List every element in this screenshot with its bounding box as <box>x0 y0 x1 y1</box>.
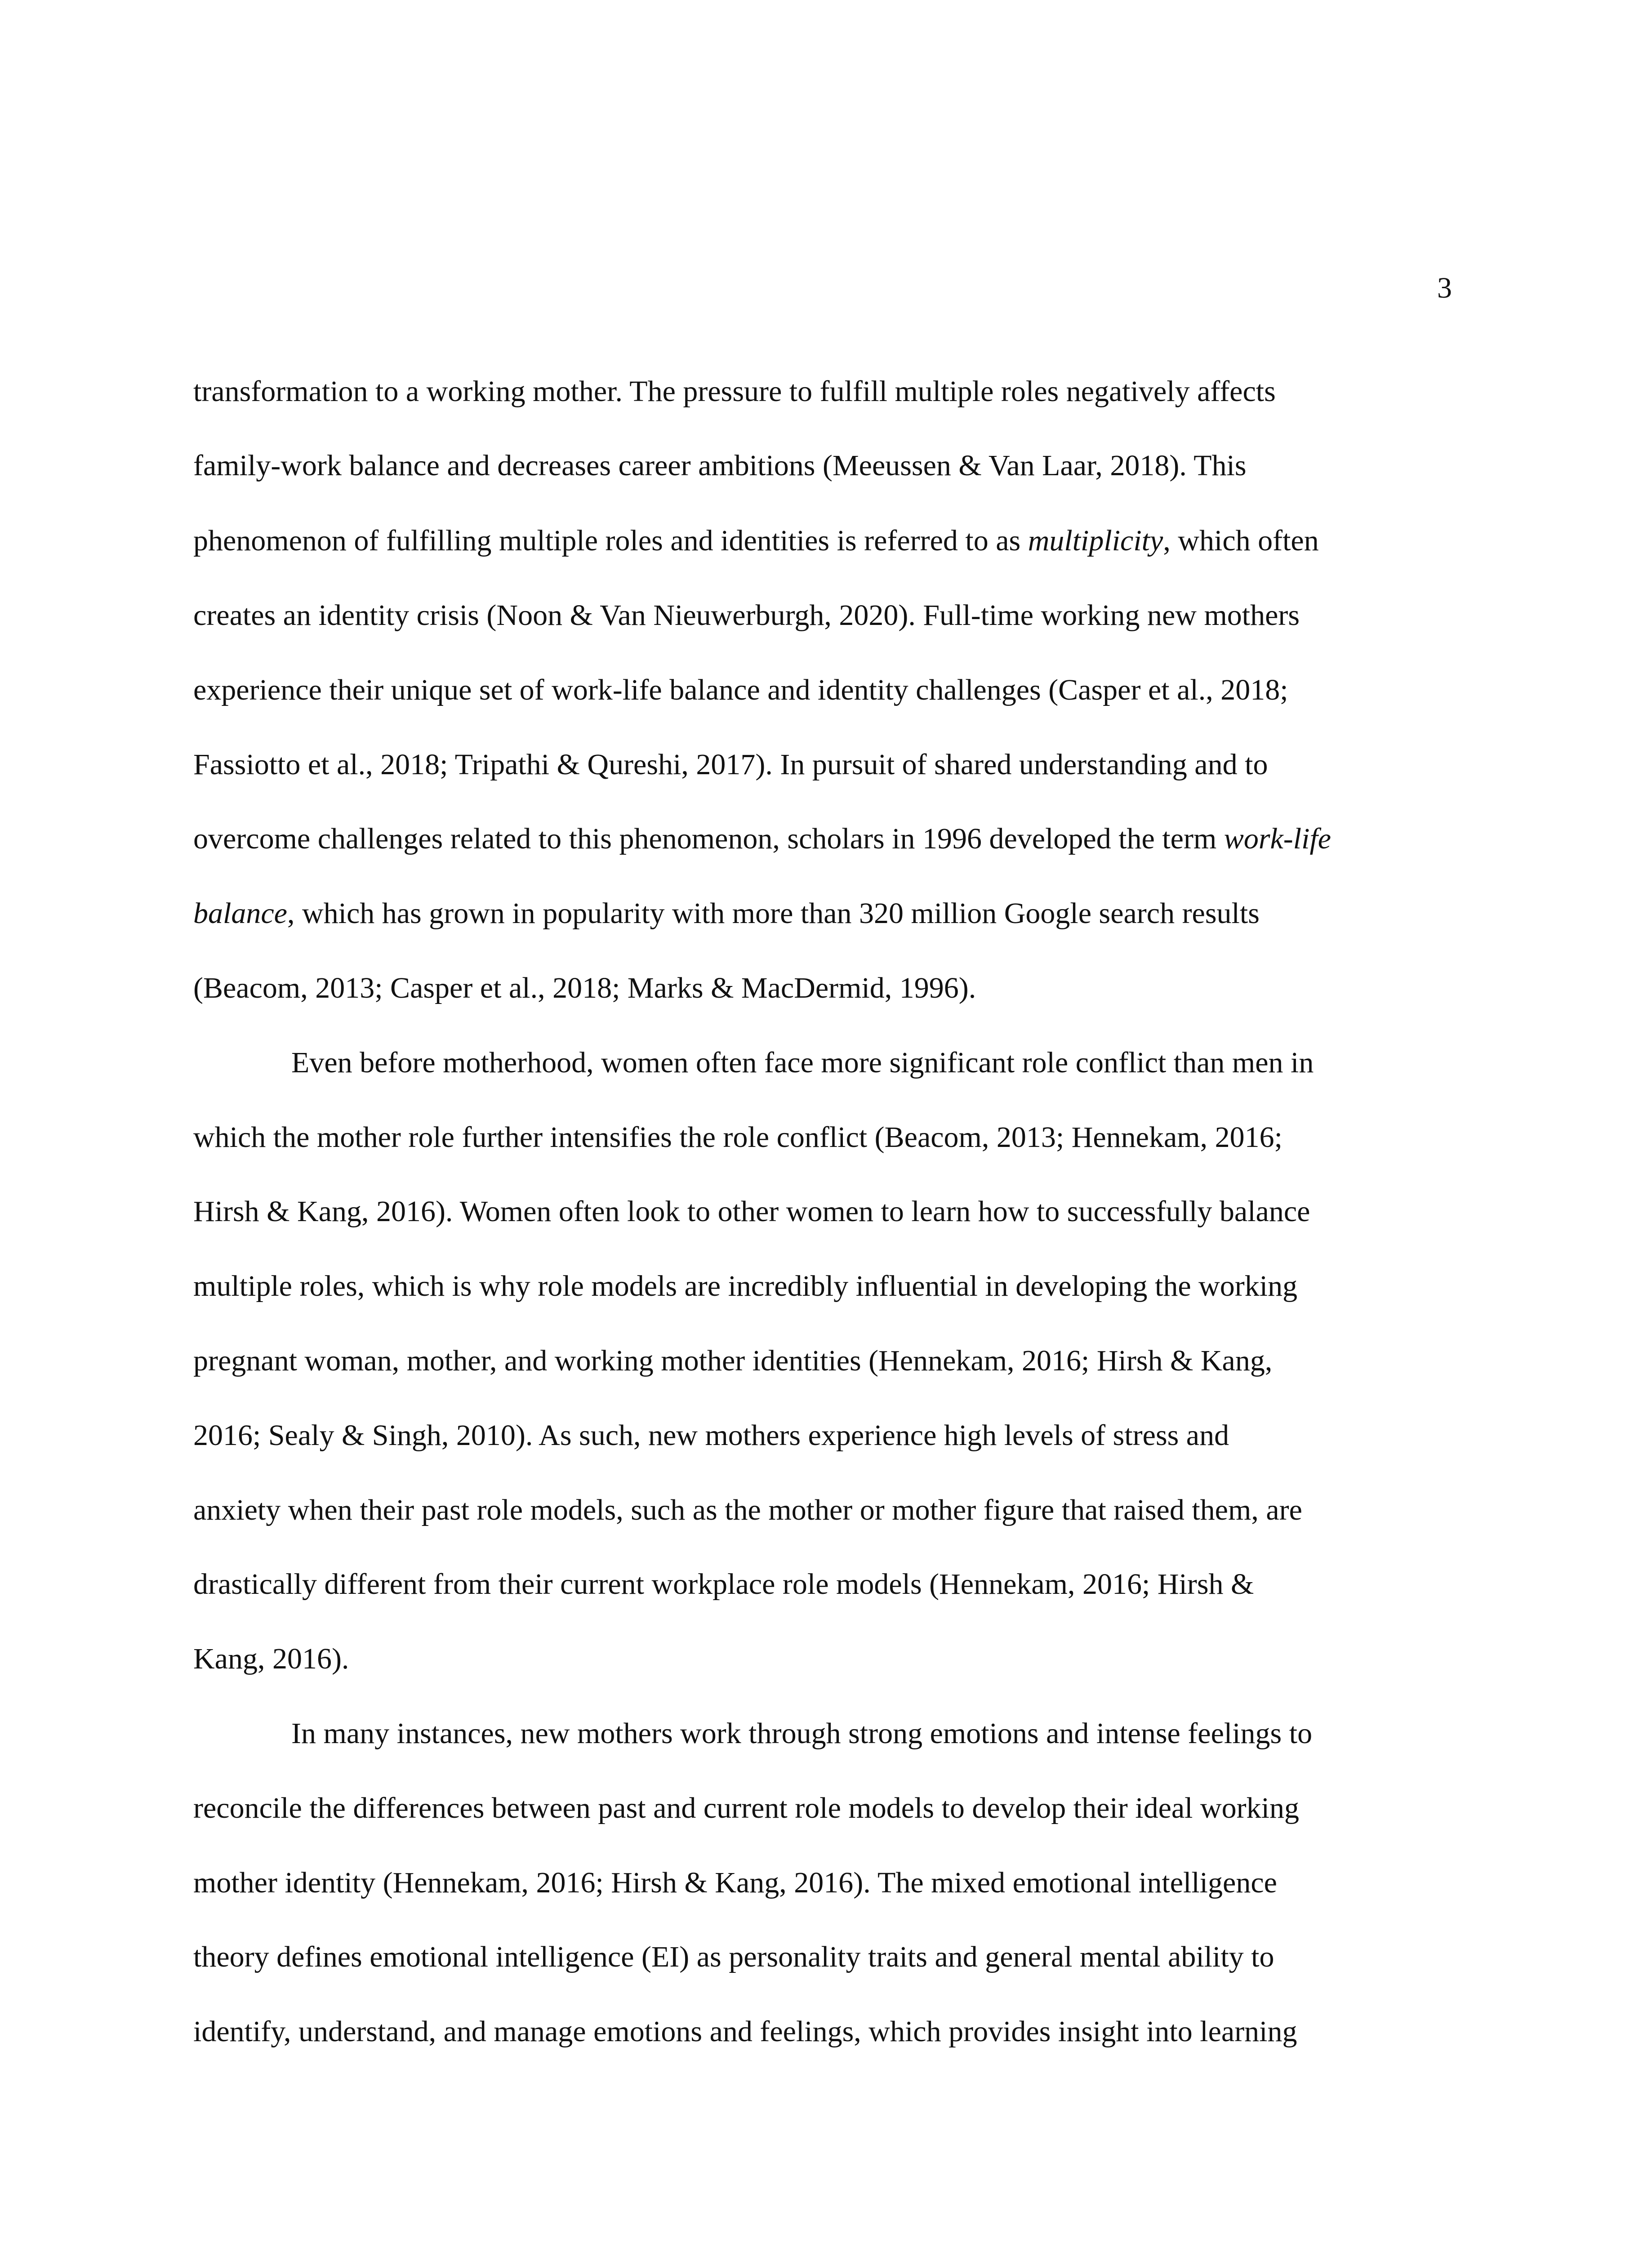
text-line-12: Hirsh & Kang, 2016). Women often look to other women to learn how to successfully balance <box>193 1195 1310 1228</box>
text-line-11: which the mother role further intensifies the role conflict (Beacom, 2013; Hennekam, 2016; <box>193 1121 1282 1154</box>
text-line-8: balance, which has grown in popularity with more than 320 million Google search results <box>193 897 1260 930</box>
text-line-22: theory defines emotional intelligence (EI) as personality traits and general mental ability to <box>193 1940 1274 1973</box>
text-line-6: Fassiotto et al., 2018; Tripathi & Qureshi, 2017). In pursuit of shared understanding and to <box>193 748 1268 781</box>
text-line-19: In many instances, new mothers work through strong emotions and intense feelings to <box>291 1717 1313 1750</box>
text-line-5: experience their unique set of work-life balance and identity challenges (Casper et al., 2018; <box>193 674 1288 706</box>
page-number: 3 <box>1437 272 1452 304</box>
text-line-18: Kang, 2016). <box>193 1642 349 1675</box>
text-line-7: overcome challenges related to this phenomenon, scholars in 1996 developed the term work-life <box>193 822 1331 855</box>
text-line-1: transformation to a working mother. The pressure to fulfill multiple roles negatively affects <box>193 375 1276 408</box>
text-line-20: reconcile the differences between past and current role models to develop their ideal working <box>193 1792 1299 1824</box>
italic-term-multiplicity: multiplicity <box>1028 524 1163 557</box>
text-line-23: identify, understand, and manage emotions and feelings, which provides insight into learning <box>193 2015 1297 2048</box>
text-line-13: multiple roles, which is why role models are incredibly influential in developing the working <box>193 1270 1298 1302</box>
text-line-15: 2016; Sealy & Singh, 2010). As such, new mothers experience high levels of stress and <box>193 1419 1229 1452</box>
text-line-16: anxiety when their past role models, such as the mother or mother figure that raised them, are <box>193 1494 1302 1526</box>
italic-term-balance: balance <box>193 897 287 930</box>
italic-term-work-life: work-life <box>1224 822 1331 855</box>
text-line-17: drastically different from their current workplace role models (Hennekam, 2016; Hirsh & <box>193 1568 1254 1601</box>
text-line-10: Even before motherhood, women often face more significant role conflict than men in <box>291 1046 1314 1079</box>
text-line-21: mother identity (Hennekam, 2016; Hirsh & Kang, 2016). The mixed emotional intelligence <box>193 1866 1277 1899</box>
text-line-9: (Beacom, 2013; Casper et al., 2018; Marks & MacDermid, 1996). <box>193 972 976 1004</box>
text-line-3: phenomenon of fulfilling multiple roles and identities is referred to as multiplicity, which often <box>193 524 1319 557</box>
text-line-14: pregnant woman, mother, and working mother identities (Hennekam, 2016; Hirsh & Kang, <box>193 1344 1273 1377</box>
text-line-2: family-work balance and decreases career ambitions (Meeussen & Van Laar, 2018). This <box>193 449 1247 482</box>
text-line-4: creates an identity crisis (Noon & Van Nieuwerburgh, 2020). Full-time working new mothers <box>193 599 1300 632</box>
